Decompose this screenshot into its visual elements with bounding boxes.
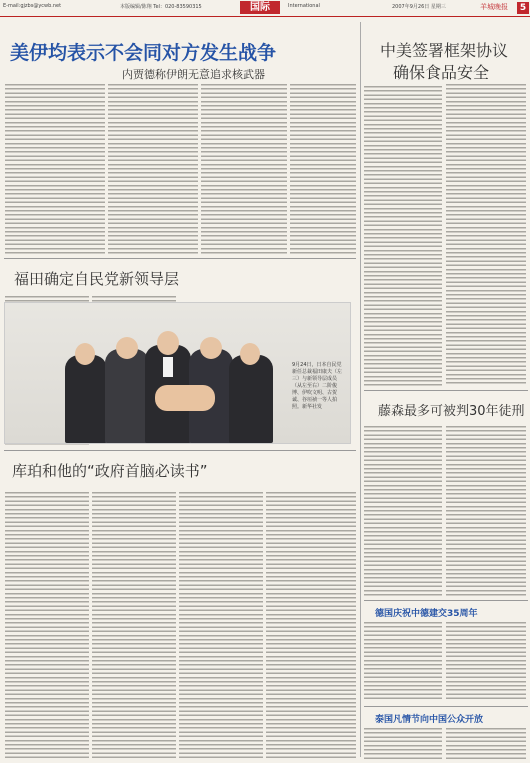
headline-fukuda: 福田确定自民党新领导层 xyxy=(14,270,180,288)
headline-germany: 德国庆祝中德建交35周年 xyxy=(375,609,478,619)
masthead xyxy=(0,0,530,17)
text-column xyxy=(364,86,442,386)
text-column xyxy=(364,426,442,596)
text-column xyxy=(290,84,356,254)
headline-kuzhe: 库珀和他的“政府首脑必读书” xyxy=(12,462,208,480)
newspaper-logo: 羊城晚报 xyxy=(480,3,508,11)
text-column xyxy=(5,84,105,254)
headline-china-us-2: 确保食品安全 xyxy=(393,63,490,82)
divider xyxy=(364,706,528,707)
headline-china-ring: 泰国凡情节向中国公众开放 xyxy=(375,715,484,725)
text-column xyxy=(201,84,287,254)
masthead-date: 2007年9月26日 星期三 xyxy=(392,4,446,10)
headline-iran: 美伊均表示不会同对方发生战争 xyxy=(10,42,277,64)
text-column xyxy=(108,84,198,254)
text-column xyxy=(5,492,89,758)
text-column xyxy=(364,622,442,702)
section-label-en: International xyxy=(288,3,320,9)
masthead-email: E-mail:gjzbs@ycwb.net xyxy=(3,3,62,9)
photo-caption: 9月24日，日本自民党新任总裁福田康夫（左三）与新领导层成员（从左至右）二阶俊博、伊吹文明、古贺诚、谷垣祯一等人拍照。新华社发 xyxy=(292,362,343,410)
headline-china-us-1: 中美签署框架协议 xyxy=(380,41,509,60)
text-column xyxy=(266,492,356,758)
text-column xyxy=(446,622,526,702)
divider xyxy=(4,258,356,259)
text-column xyxy=(92,492,176,758)
text-column xyxy=(179,492,263,758)
divider xyxy=(4,450,356,451)
headline-fujimori: 藤森最多可被判30年徒刑 xyxy=(378,404,525,419)
subhead-iran: 内贾德称伊朗无意追求核武器 xyxy=(122,68,265,81)
text-column xyxy=(364,728,442,760)
divider xyxy=(364,600,528,601)
text-column xyxy=(446,728,526,760)
text-column xyxy=(446,426,526,596)
column-divider xyxy=(360,22,361,757)
section-label: 国际 xyxy=(240,1,280,14)
divider xyxy=(364,390,528,391)
masthead-editors: 本版编辑/陈翔 Tel：020-83590315 xyxy=(120,4,202,10)
page-number: 5 xyxy=(517,2,529,14)
text-column xyxy=(446,84,526,386)
